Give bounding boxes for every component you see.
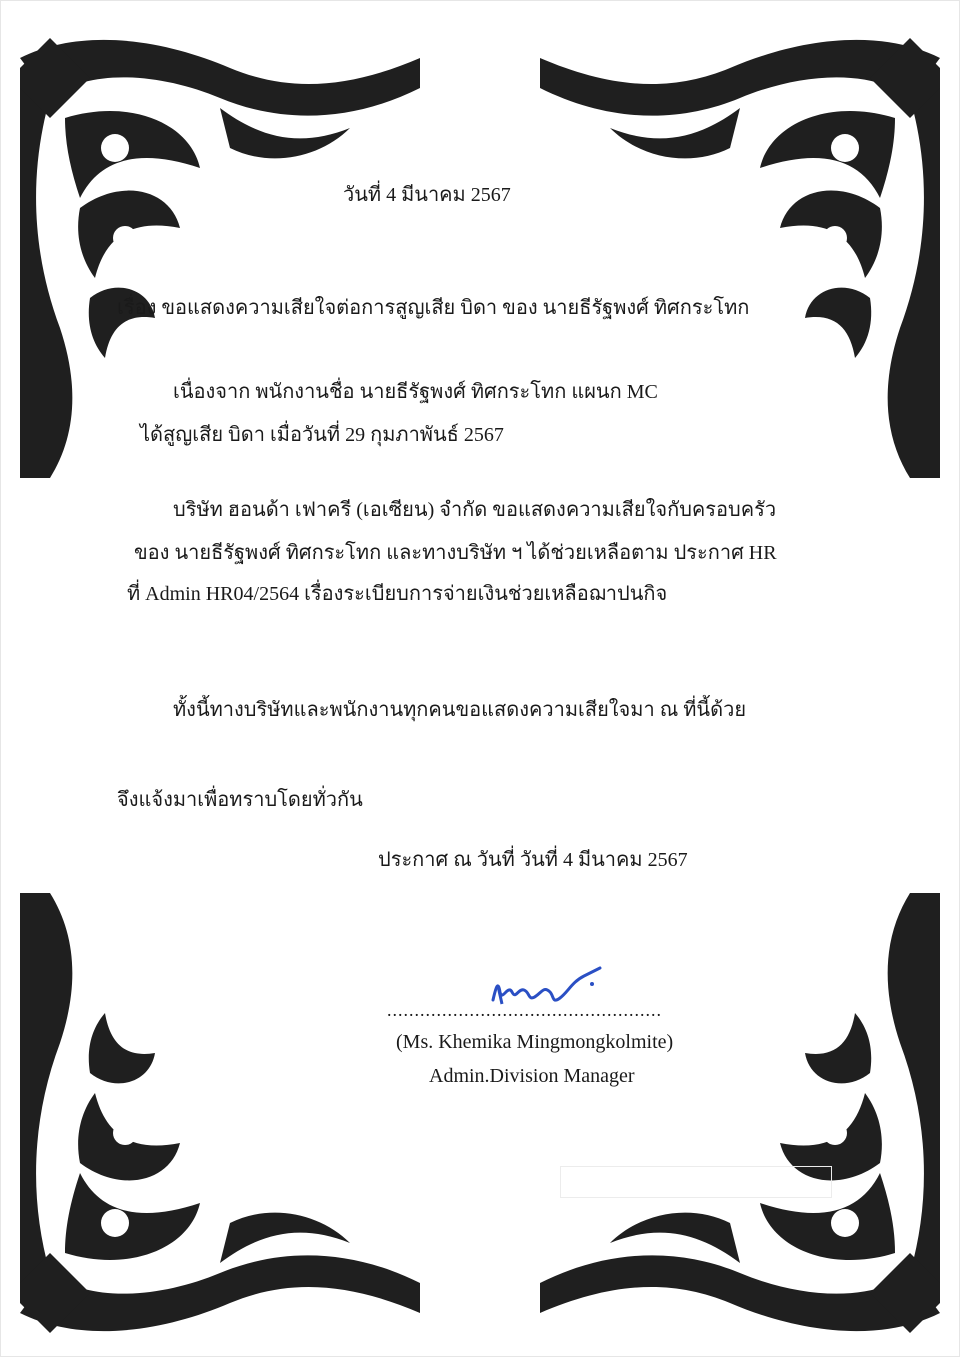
thai-ornament-bottom-left xyxy=(20,893,420,1343)
faint-stamp-table xyxy=(560,1166,832,1198)
paragraph-2-line-1: บริษัท ฮอนด้า เฟาครี (เอเซียน) จำกัด ขอแสดงความเสียใจกับครอบครัว xyxy=(173,499,777,521)
notice-line: จึงแจ้งมาเพื่อทราบโดยทั่วกัน xyxy=(117,789,363,811)
thai-ornament-top-right xyxy=(540,28,940,478)
paragraph-2-line-3: ที่ Admin HR04/2564 เรื่องระเบียบการจ่ายเงินช่วยเหลือฌาปนกิจ xyxy=(127,583,668,605)
document-date: วันที่ 4 มีนาคม 2567 xyxy=(343,184,511,206)
paragraph-2-line-2: ของ นายธีรัฐพงศ์ ทิศกระโทก และทางบริษัท ฯ ได้ช่วยเหลือตาม ประกาศ HR xyxy=(134,542,777,564)
thai-ornament-bottom-right xyxy=(540,893,940,1343)
thai-ornament-top-left xyxy=(20,28,420,478)
signature-line: .................................................. xyxy=(387,1000,662,1020)
signer-title: Admin.Division Manager xyxy=(429,1065,635,1087)
paragraph-1-line-1: เนื่องจาก พนักงานชื่อ นายธีรัฐพงศ์ ทิศกระโทก แผนก MC xyxy=(173,381,658,403)
paragraph-3: ทั้งนี้ทางบริษัทและพนักงานทุกคนขอแสดงความเสียใจมา ณ ที่นี้ด้วย xyxy=(173,699,747,721)
paragraph-1-line-2: ได้สูญเสีย บิดา เมื่อวันที่ 29 กุมภาพันธ์ 2567 xyxy=(140,424,504,446)
document-subject: เรื่อง ขอแสดงความเสียใจต่อการสูญเสีย บิดา ของ นายธีรัฐพงศ์ ทิศกระโทก xyxy=(117,297,750,319)
announcement-date: ประกาศ ณ วันที่ วันที่ 4 มีนาคม 2567 xyxy=(378,849,688,871)
signer-name: (Ms. Khemika Mingmongkolmite) xyxy=(396,1031,674,1053)
